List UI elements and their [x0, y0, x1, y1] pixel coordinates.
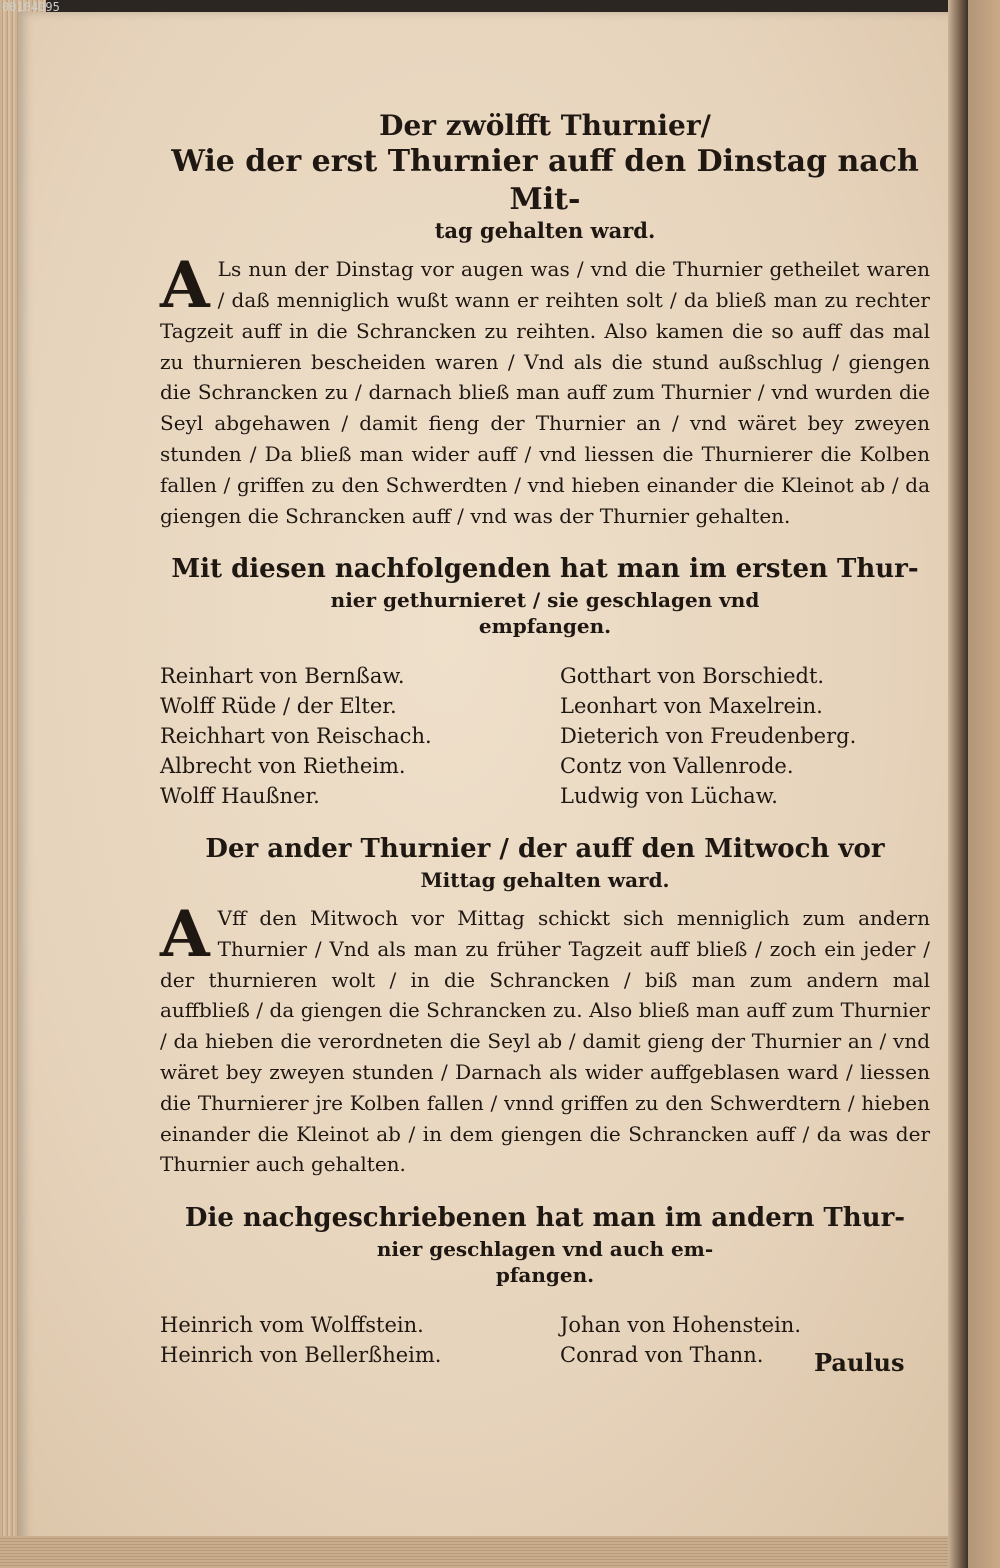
- chapter-subtitle-2: tag gehalten ward.: [434, 218, 656, 243]
- catchword: Paulus: [814, 1348, 905, 1377]
- page-bottom-edge: [0, 1536, 948, 1568]
- dropcap-2: A: [160, 897, 210, 973]
- paragraph-1-text: Ls nun der Dinstag vor augen was / vnd die Thurnier getheilet waren / daß menniglich wußt wann er reihten solt / da bließ man zu rechter Tagzeit auff in die Schrancken zu reihten. Also kamen die so auff das mal zu thurnieren bescheiden waren / Vnd als die stund außschlug / giengen die Schrancken zu / darnach bließ man auff zum Thurnier / vnd wurden die Seyl abgehawen / damit fieng der Thurnier an / vnd wäret bey zweyen stunden / Da bließ man wider auff / vnd liessen die Thurnierer die Kolben fallen / griffen zu den Schwerdten / vnd hieben einander die Kleinot ab / da giengen die Schrancken auff / vnd was der Thurnier gehalten.: [160, 257, 930, 528]
- names-list-1: [160, 661, 930, 811]
- next-page-edge: [968, 0, 1000, 1568]
- list-heading-1: [160, 553, 930, 639]
- section-2-heading: [160, 833, 930, 893]
- spine-shadow: [948, 0, 970, 1568]
- list-heading-2-line-3: pfangen.: [495, 1262, 595, 1287]
- list-item: Heinrich vom Wolffstein.: [160, 1312, 424, 1337]
- list-heading-2-line-1: Die nachgeschriebenen hat man im andern Thur-: [184, 1203, 906, 1234]
- dropcap-1: A: [160, 248, 210, 324]
- list-item: Gotthart von Borschiedt.: [560, 664, 825, 689]
- list-item: Dieterich von Freudenberg.: [560, 724, 857, 749]
- list-item: Contz von Vallenrode.: [560, 754, 794, 779]
- list-heading-2: [160, 1202, 930, 1288]
- paragraph-2: [160, 897, 930, 1180]
- names-list-1-left: [160, 661, 530, 811]
- list-item: Reinhart von Bernßaw.: [160, 664, 405, 689]
- list-item: Albrecht von Rietheim.: [160, 754, 406, 779]
- chapter-title: Der zwölfft Thurnier/: [379, 109, 711, 142]
- list-item: Johan von Hohenstein.: [560, 1312, 802, 1337]
- list-item: Wolff Haußner.: [160, 784, 320, 809]
- list-heading-1-line-2: nier gethurnieret / sie geschlagen vnd: [330, 588, 760, 613]
- list-item: Ludwig von Lüchaw.: [560, 784, 778, 809]
- names-list-2-left: [160, 1310, 530, 1370]
- section-2-heading-line-2: Mittag gehalten ward.: [420, 868, 670, 893]
- shelfmark: 00104095: [2, 0, 60, 14]
- list-heading-1-line-3: empfangen.: [478, 614, 612, 639]
- page-content: [160, 108, 930, 1370]
- list-item: Heinrich von Bellerßheim.: [160, 1342, 442, 1367]
- list-item: Wolff Rüde / der Elter.: [160, 694, 397, 719]
- names-list-1-right: [560, 661, 930, 811]
- paragraph-1: [160, 248, 930, 531]
- list-item: Leonhart von Maxelrein.: [560, 694, 823, 719]
- section-2-heading-line-1: Der ander Thurnier / der auff den Mitwoch vor: [205, 834, 885, 865]
- chapter-subtitle-1: Wie der erst Thurnier auff den Dinstag nach Mit-: [171, 144, 919, 217]
- list-heading-2-line-2: nier geschlagen vnd auch em-: [376, 1236, 714, 1261]
- list-heading-1-line-1: Mit diesen nachfolgenden hat man im ersten Thur-: [171, 554, 919, 585]
- list-item: Reichhart von Reischach.: [160, 724, 432, 749]
- paragraph-2-text: Vff den Mitwoch vor Mittag schickt sich menniglich zum andern Thurnier / Vnd als man zu früher Tagzeit auff bließ / zoch ein jeder / der thurnieren wolt / in die Schrancken / biß man zum andern mal auffbließ / da giengen die Schrancken zu. Also bließ man auff zum Thurnier / da hieben die verordneten die Seyl ab / damit gieng der Thurnier an / vnd wäret bey zweyen stunden / Darnach als wider auffgeblasen ward / liessen die Thurnierer jre Kolben fallen / vnnd griffen zu den Schwerdtern / hieben einander die Kleinot ab / in dem giengen die Schrancken auff / da was der Thurnier auch gehalten.: [160, 906, 930, 1177]
- list-item: Conrad von Thann.: [560, 1342, 764, 1367]
